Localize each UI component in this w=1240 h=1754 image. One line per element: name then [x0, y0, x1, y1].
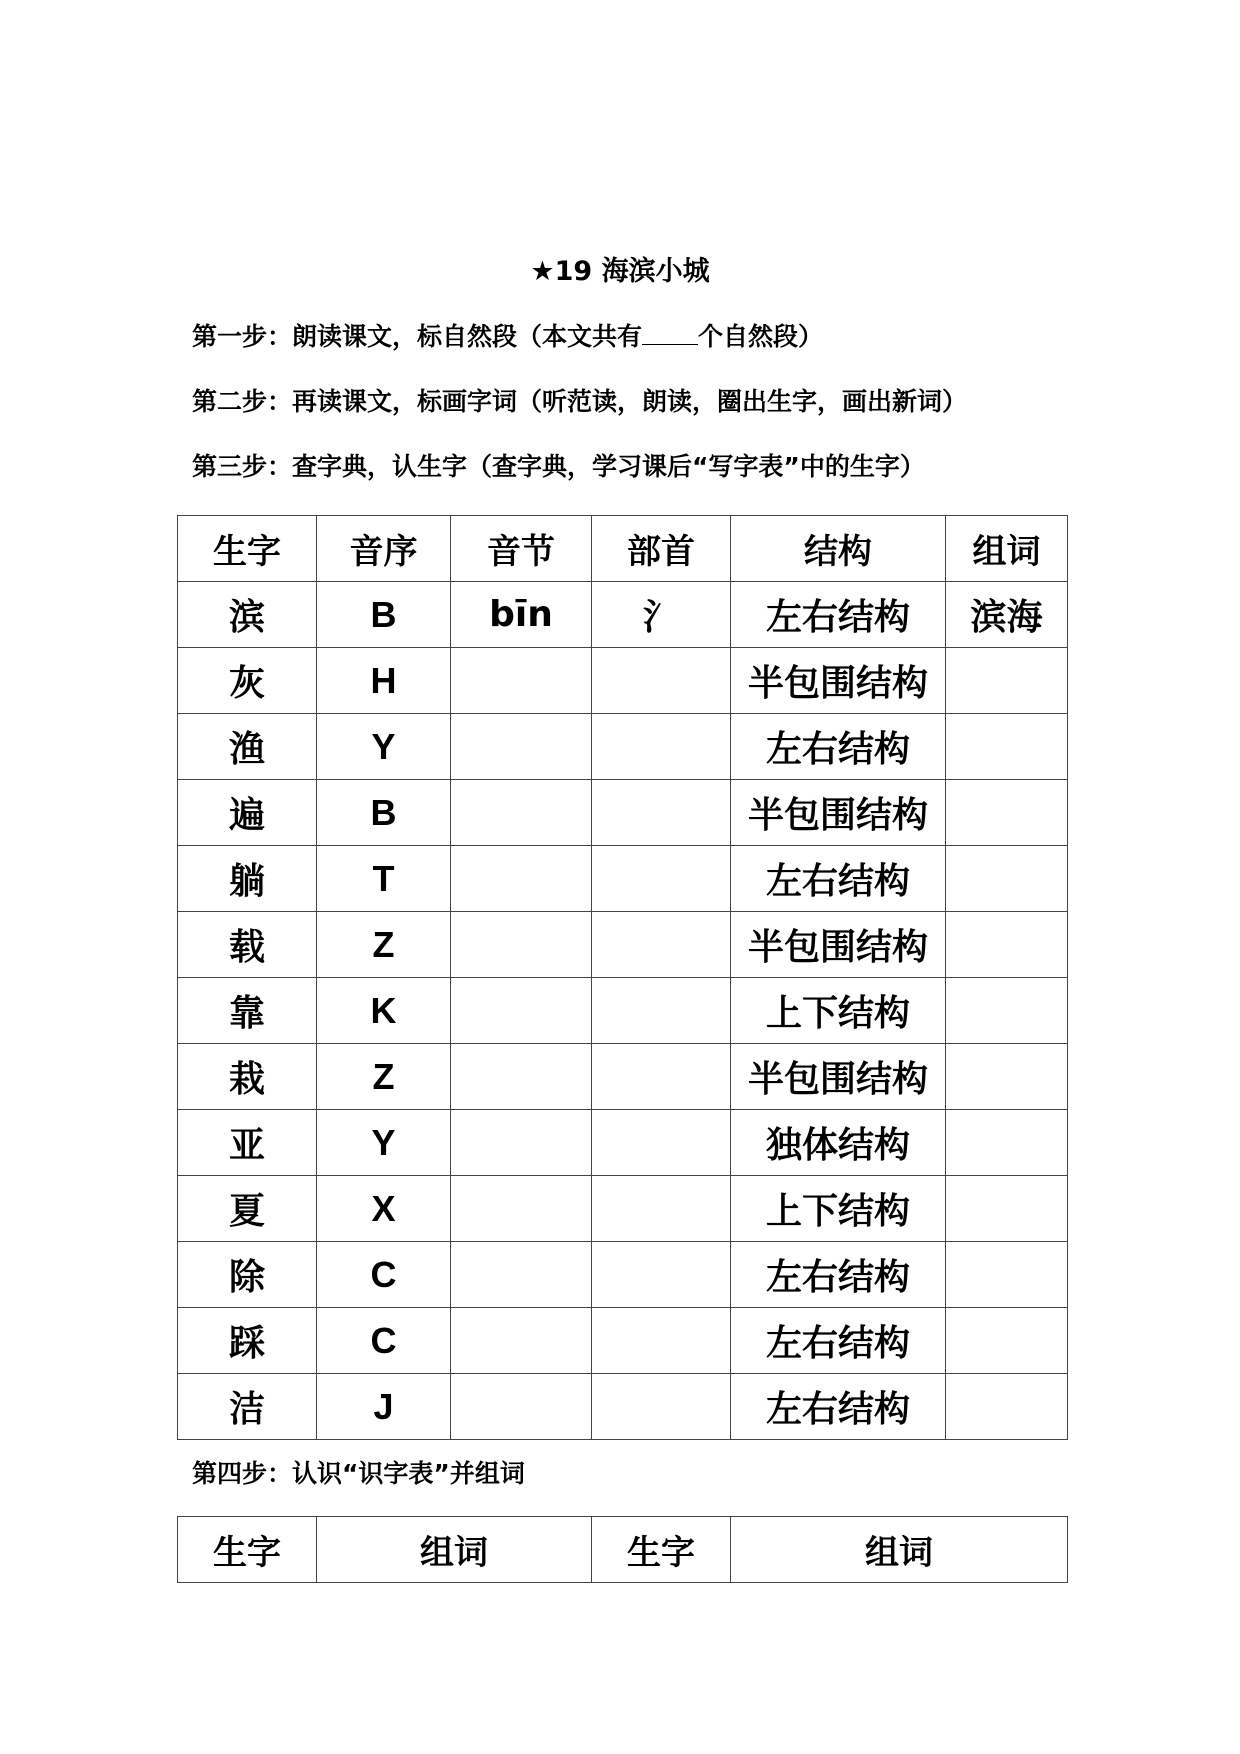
cell-radical: 氵 — [592, 582, 731, 648]
page-title: ★19 海滨小城 — [530, 256, 710, 287]
cell-word[interactable] — [946, 714, 1068, 780]
character-table-header — [178, 516, 1068, 582]
cell-order: Y — [317, 1110, 451, 1176]
cell-word[interactable] — [946, 1044, 1068, 1110]
cell-syllable[interactable] — [451, 978, 592, 1044]
table-row — [178, 912, 1068, 978]
header-syllable: 音节 — [451, 516, 592, 582]
cell-structure: 左右结构 — [731, 714, 946, 780]
step-1-suffix: 个自然段） — [698, 322, 824, 351]
cell-structure: 半包围结构 — [731, 912, 946, 978]
cell-char: 除 — [178, 1242, 317, 1308]
cell-syllable[interactable] — [451, 780, 592, 846]
cell-radical[interactable] — [592, 1308, 731, 1374]
step-3: 第三步：查字典，认生字（查字典，学习课后“写字表”中的生字） — [192, 452, 925, 481]
cell-radical[interactable] — [592, 1176, 731, 1242]
cell-char: 滨 — [178, 582, 317, 648]
table-row — [178, 582, 1068, 648]
cell-syllable[interactable] — [451, 714, 592, 780]
header-radical: 部首 — [592, 516, 731, 582]
table-row — [178, 1308, 1068, 1374]
cell-structure: 半包围结构 — [731, 780, 946, 846]
cell-char: 夏 — [178, 1176, 317, 1242]
header-order: 音序 — [317, 516, 451, 582]
cell-char: 躺 — [178, 846, 317, 912]
character-table — [177, 515, 1068, 1440]
cell-syllable[interactable] — [451, 1044, 592, 1110]
table-row — [178, 648, 1068, 714]
cell-order: Z — [317, 912, 451, 978]
table-row — [178, 714, 1068, 780]
cell-radical[interactable] — [592, 978, 731, 1044]
cell-order: K — [317, 978, 451, 1044]
cell-order: C — [317, 1242, 451, 1308]
cell-radical[interactable] — [592, 912, 731, 978]
cell-word[interactable] — [946, 912, 1068, 978]
cell-structure: 左右结构 — [731, 1242, 946, 1308]
cell-word[interactable] — [946, 1374, 1068, 1440]
cell-char: 踩 — [178, 1308, 317, 1374]
cell-order: Z — [317, 1044, 451, 1110]
cell-radical[interactable] — [592, 780, 731, 846]
cell-syllable[interactable] — [451, 846, 592, 912]
cell-word[interactable] — [946, 846, 1068, 912]
table-row — [178, 780, 1068, 846]
cell-order: T — [317, 846, 451, 912]
cell-char: 遍 — [178, 780, 317, 846]
header-word-1: 组词 — [317, 1517, 592, 1583]
cell-order: C — [317, 1308, 451, 1374]
cell-order: B — [317, 780, 451, 846]
cell-word[interactable] — [946, 1308, 1068, 1374]
cell-syllable[interactable] — [451, 1176, 592, 1242]
cell-order: H — [317, 648, 451, 714]
cell-syllable: bīn — [451, 582, 592, 648]
cell-structure: 左右结构 — [731, 846, 946, 912]
cell-word[interactable] — [946, 1176, 1068, 1242]
cell-char: 靠 — [178, 978, 317, 1044]
table-row — [178, 1044, 1068, 1110]
paragraph-count-blank[interactable] — [642, 320, 698, 345]
cell-syllable[interactable] — [451, 1308, 592, 1374]
cell-syllable[interactable] — [451, 1242, 592, 1308]
cell-radical[interactable] — [592, 1044, 731, 1110]
cell-structure: 左右结构 — [731, 1308, 946, 1374]
header-char-1: 生字 — [178, 1517, 317, 1583]
cell-order: Y — [317, 714, 451, 780]
cell-word[interactable] — [946, 780, 1068, 846]
cell-structure: 上下结构 — [731, 978, 946, 1044]
cell-order: J — [317, 1374, 451, 1440]
table-row — [178, 1176, 1068, 1242]
cell-radical[interactable] — [592, 1242, 731, 1308]
cell-word[interactable] — [946, 648, 1068, 714]
table-row — [178, 1374, 1068, 1440]
cell-char: 渔 — [178, 714, 317, 780]
cell-structure: 左右结构 — [731, 1374, 946, 1440]
header-word: 组词 — [946, 516, 1068, 582]
header-word-2: 组词 — [731, 1517, 1068, 1583]
literacy-table-header — [178, 1517, 1068, 1583]
header-char-2: 生字 — [592, 1517, 731, 1583]
cell-word[interactable] — [946, 1110, 1068, 1176]
cell-radical[interactable] — [592, 1110, 731, 1176]
table-row — [178, 1110, 1068, 1176]
table-row — [178, 846, 1068, 912]
cell-structure: 独体结构 — [731, 1110, 946, 1176]
cell-structure: 半包围结构 — [731, 1044, 946, 1110]
step-1-prefix: 第一步：朗读课文，标自然段（本文共有 — [192, 322, 643, 351]
cell-syllable[interactable] — [451, 1374, 592, 1440]
cell-order: X — [317, 1176, 451, 1242]
cell-char: 载 — [178, 912, 317, 978]
cell-syllable[interactable] — [451, 1110, 592, 1176]
cell-structure: 半包围结构 — [731, 648, 946, 714]
header-char: 生字 — [178, 516, 317, 582]
cell-radical[interactable] — [592, 648, 731, 714]
cell-word[interactable] — [946, 1242, 1068, 1308]
cell-char: 洁 — [178, 1374, 317, 1440]
cell-word: 滨海 — [946, 582, 1068, 648]
cell-syllable[interactable] — [451, 912, 592, 978]
cell-char: 栽 — [178, 1044, 317, 1110]
cell-syllable[interactable] — [451, 648, 592, 714]
literacy-table — [177, 1516, 1068, 1583]
step-4: 第四步：认识“识字表”并组词 — [192, 1459, 525, 1488]
cell-word[interactable] — [946, 978, 1068, 1044]
cell-char: 灰 — [178, 648, 317, 714]
cell-char: 亚 — [178, 1110, 317, 1176]
step-1 — [192, 319, 823, 355]
cell-structure: 左右结构 — [731, 582, 946, 648]
cell-order: B — [317, 582, 451, 648]
table-row — [178, 978, 1068, 1044]
cell-radical[interactable] — [592, 1374, 731, 1440]
table-row — [178, 1242, 1068, 1308]
step-2: 第二步：再读课文，标画字词（听范读，朗读，圈出生字，画出新词） — [192, 387, 968, 416]
cell-structure: 上下结构 — [731, 1176, 946, 1242]
cell-radical[interactable] — [592, 846, 731, 912]
header-structure: 结构 — [731, 516, 946, 582]
cell-radical[interactable] — [592, 714, 731, 780]
